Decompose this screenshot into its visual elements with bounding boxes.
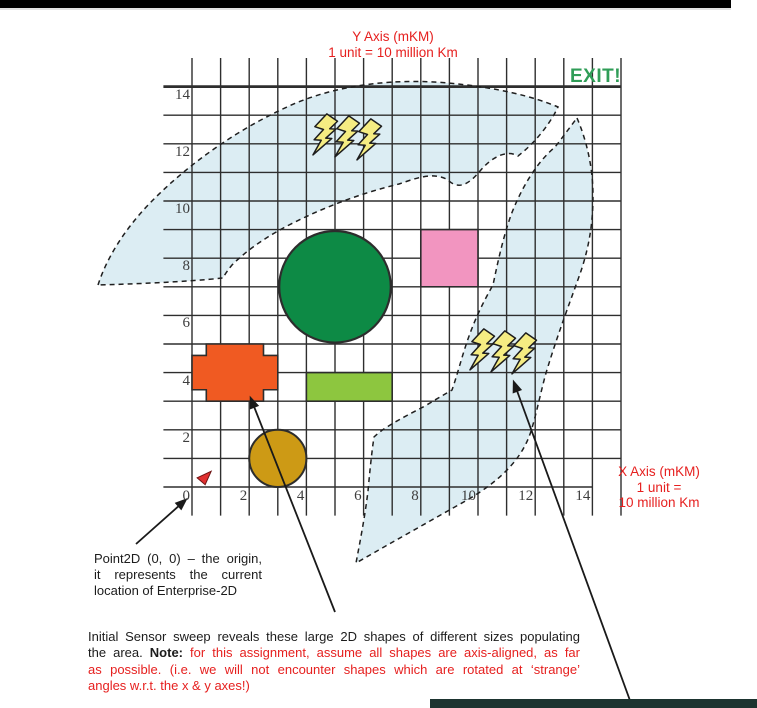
y-axis-title-line2: 1 unit = 10 million Km — [328, 44, 458, 60]
origin-note-line: Point2D (0, 0) – the origin, — [94, 551, 262, 566]
x-tick-label: 14 — [575, 488, 591, 504]
y-tick-label: 12 — [175, 143, 190, 160]
exit-label: EXIT! — [570, 66, 622, 87]
sensor-note-segment: for this assignment, assume all shapes are axis-aligned, as far — [183, 645, 580, 661]
x-tick-label: 0 — [182, 488, 190, 504]
sensor-note-line — [88, 662, 580, 678]
orange-cross — [192, 344, 278, 401]
y-axis-title — [328, 29, 457, 60]
sensor-note-segment: Initial Sensor sweep reveals these large 2D shapes of different sizes populating — [88, 629, 580, 644]
arrow-to-origin-line — [136, 505, 180, 544]
x-axis-title-line3: 10 million Km — [618, 495, 700, 510]
y-tick-label: 2 — [182, 429, 190, 446]
x-tick-label: 10 — [461, 488, 476, 504]
sensor-note-line — [88, 645, 580, 661]
page-top-bar — [0, 0, 731, 8]
y-tick-label: 14 — [175, 86, 190, 103]
sensor-note-segment: angles w.r.t. the x & y axes!) — [88, 677, 250, 693]
x-tick-label: 2 — [239, 488, 248, 504]
x-tick-label: 8 — [411, 488, 419, 504]
y-tick-label: 4 — [182, 372, 190, 389]
x-axis-title — [618, 464, 700, 511]
page-bottom-bar — [430, 699, 757, 708]
large-green-circle — [279, 231, 391, 343]
x-axis-title-line2: 1 unit = — [636, 479, 682, 495]
y-axis-title-line1: Y Axis (mKM) — [352, 29, 434, 44]
green-rectangle — [306, 373, 392, 402]
origin-note-line: location of Enterprise-2D — [94, 583, 238, 599]
x-axis-title-line1: X Axis (mKM) — [618, 464, 700, 479]
sensor-note-line — [88, 629, 580, 645]
red-origin-marker — [197, 471, 211, 484]
sensor-note-segment: as possible. (i.e. we will not encounter shapes which are rotated at ‘strange’ — [88, 661, 580, 677]
x-tick-label: 6 — [354, 488, 362, 504]
sensor-sweep-note — [88, 629, 580, 694]
origin-note-line: it represents the current — [94, 567, 262, 583]
page-top-bar-shadow — [0, 8, 731, 10]
y-tick-label: 8 — [182, 258, 190, 275]
gold-circle — [249, 430, 306, 487]
sensor-note-segment: Note: — [149, 645, 183, 661]
y-tick-label: 6 — [182, 315, 190, 332]
x-tick-label: 4 — [296, 488, 305, 504]
sensor-note-line — [88, 678, 580, 694]
x-tick-label: 12 — [518, 488, 534, 504]
sensor-note-segment: the area. — [88, 645, 150, 661]
origin-note — [94, 551, 262, 600]
pink-square — [421, 230, 478, 287]
y-tick-label: 10 — [175, 201, 190, 217]
